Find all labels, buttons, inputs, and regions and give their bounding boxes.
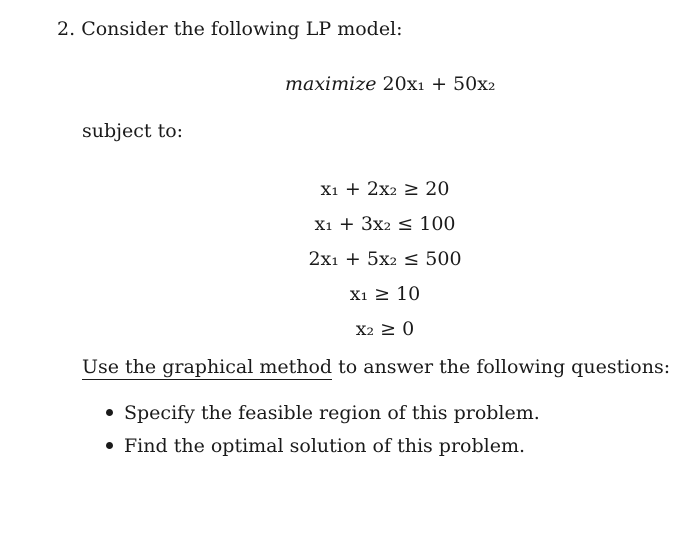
question-heading	[57, 18, 403, 40]
instruction-rest: to answer the following questions:	[332, 356, 671, 378]
constraint-1: x₁ + 2x₂ ≥ 20	[320, 178, 450, 200]
task-item-text: Specify the feasible region of this problem.	[124, 402, 540, 424]
objective-expression: 20x₁ + 50x₂	[382, 73, 496, 95]
question-number: 2.	[57, 18, 76, 40]
constraint-3: 2x₁ + 5x₂ ≤ 500	[308, 248, 462, 270]
task-item	[106, 430, 540, 463]
bullet-icon	[106, 409, 113, 416]
objective-function	[285, 73, 496, 95]
task-list	[106, 397, 540, 463]
question-text: Consider the following LP model:	[81, 18, 403, 40]
constraint-list	[0, 172, 695, 347]
constraint-5: x₂ ≥ 0	[355, 318, 415, 340]
task-item-text: Find the optimal solution of this problem.	[124, 435, 526, 457]
instruction-underlined: Use the graphical method	[82, 356, 333, 378]
constraint-4: x₁ ≥ 10	[349, 283, 421, 305]
constraint-2: x₁ + 3x₂ ≤ 100	[314, 213, 456, 235]
bullet-icon	[106, 442, 113, 449]
subject-to-label: subject to:	[82, 120, 184, 142]
objective-verb: maximize	[285, 73, 377, 95]
task-item	[106, 397, 540, 430]
instruction-text	[82, 356, 670, 378]
